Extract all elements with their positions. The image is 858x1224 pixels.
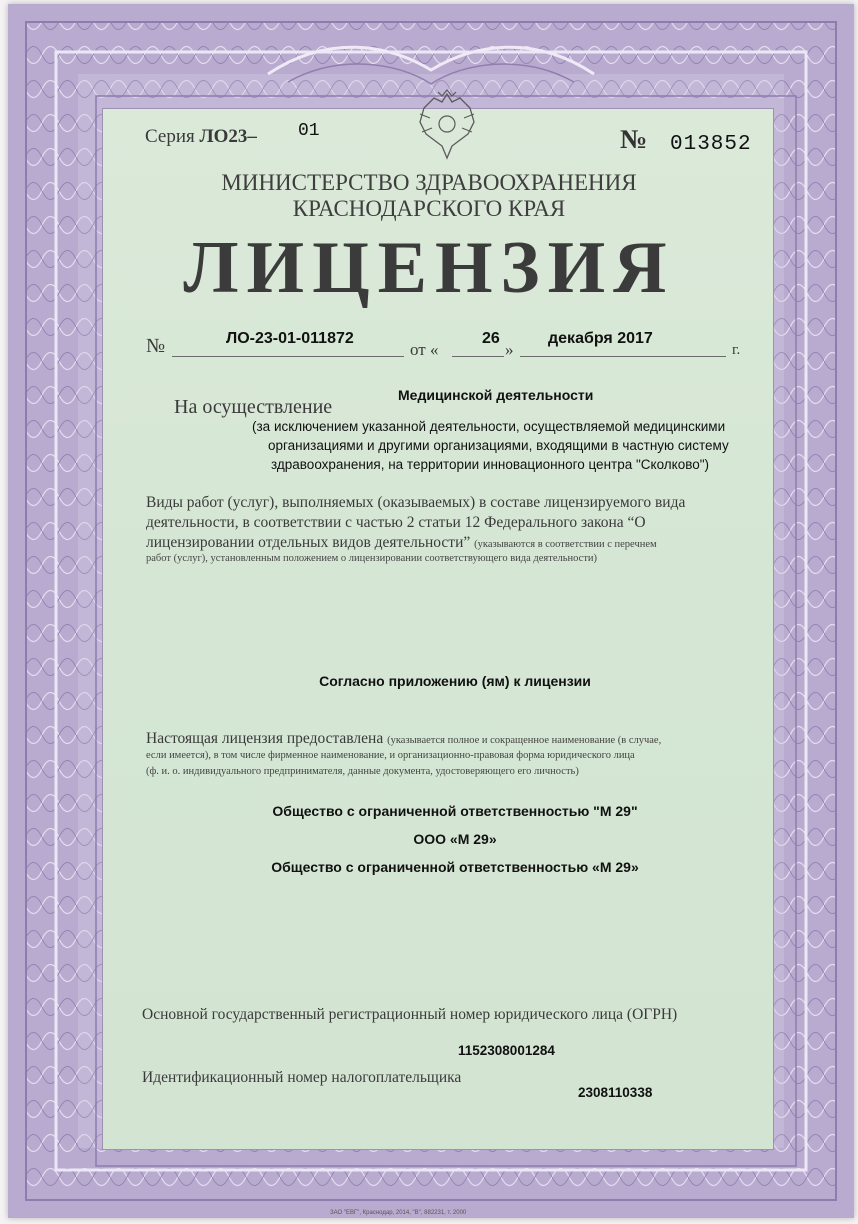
series-label [145, 126, 257, 148]
works-line-3-text: лицензировании отдельных видов деятельности” [146, 534, 471, 551]
ministry-line-1: МИНИСТЕРСТВО ЗДРАВООХРАНЕНИЯ [221, 170, 637, 195]
holder-line-3-note: (ф. и. о. индивидуального предпринимателя, данные документа, удостоверяющего его личность) [146, 766, 579, 777]
ogrn-value: 1152308001284 [458, 1043, 555, 1058]
activity-label: На осуществление [174, 396, 333, 418]
license-quote-close: » [505, 340, 514, 359]
license-number-underline [172, 356, 404, 357]
inn-label: Идентификационный номер налогоплательщика [142, 1069, 462, 1086]
license-year-suffix: г. [732, 342, 741, 358]
activity-note-line-1: (за исключением указанной деятельности, осуществляемой медицинскими [252, 419, 726, 434]
works-line-3 [146, 534, 657, 552]
works-line-1: Виды работ (услуг), выполняемых (оказываемых) в составе лицензируемого вида [146, 494, 686, 511]
inn-value: 2308110338 [578, 1085, 653, 1100]
series-code: ЛО23– [199, 126, 257, 147]
works-value: Согласно приложению (ям) к лицензии [319, 673, 591, 689]
activity-note-line-3: здравоохранения, на территории инновационного центра "Сколково") [271, 457, 710, 472]
holder-name-full: Общество с ограниченной ответственностью "М 29" [272, 803, 638, 819]
works-line-2: деятельности, в соответствии с частью 2 статьи 12 Федерального закона “О [146, 514, 646, 531]
holder-name-brand: Общество с ограниченной ответственностью «М 29» [271, 859, 639, 875]
holder-line-2-note: если имеется), в том числе фирменное наименование, и организационно-правовая форма юридического лица [146, 750, 635, 761]
print-note: ЗАО "ЕВГ", Краснодар, 2014, "В", 882231, т. 2000 [330, 1210, 467, 1216]
license-day-underline [452, 356, 504, 357]
license-from: от « [410, 340, 439, 359]
ogrn-label: Основной государственный регистрационный номер юридического лица (ОГРН) [142, 1006, 678, 1023]
coat-of-arms-icon [412, 88, 482, 164]
activity-value: Медицинской деятельности [398, 387, 594, 403]
activity-note-line-2: организациями и другими организациями, входящими в частную систему [268, 438, 729, 453]
blank-number-sign: № [620, 124, 648, 154]
holder-line-1-text: Настоящая лицензия предоставлена [146, 730, 384, 747]
works-line-4-note: работ (услуг), установленным положением о лицензировании соответствующего вида деятельности) [146, 553, 598, 564]
license-number: ЛО-23-01-011872 [226, 330, 354, 347]
holder-name-short: ООО «М 29» [413, 831, 497, 847]
ministry-line-2: КРАСНОДАРСКОГО КРАЯ [292, 196, 566, 221]
series-number: 01 [298, 121, 320, 141]
works-line-3-note: (указываются в соответствии с перечнем [474, 539, 657, 550]
license-number-sign: № [146, 335, 166, 357]
series-label-text: Серия [145, 126, 195, 147]
holder-line-1-note: (указывается полное и сокращенное наименование (в случае, [387, 735, 662, 746]
blank-number: 013852 [670, 133, 752, 156]
license-date-underline [520, 356, 726, 357]
license-day: 26 [482, 330, 500, 347]
document-title: ЛИЦЕНЗИЯ [183, 227, 675, 309]
license-month-year: декабря 2017 [548, 330, 653, 347]
holder-line-1 [146, 730, 661, 748]
